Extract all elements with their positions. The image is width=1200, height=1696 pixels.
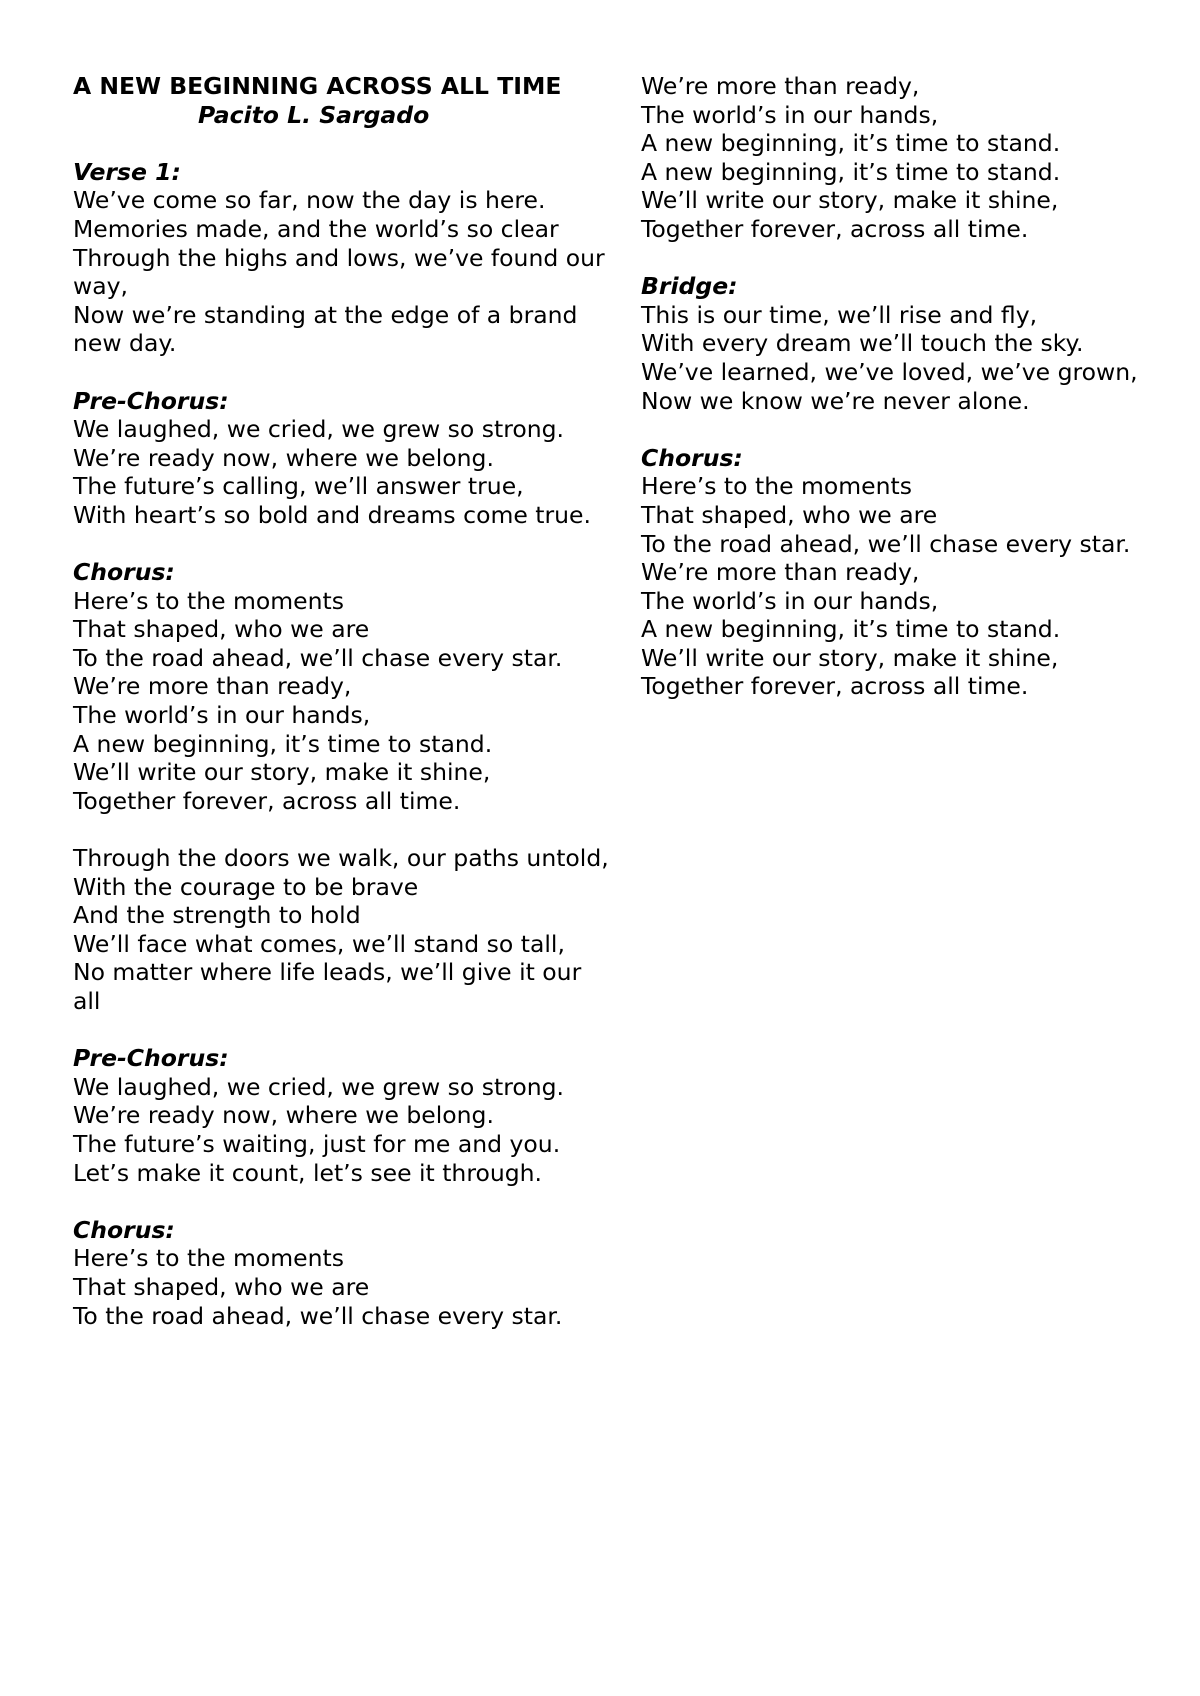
lyric-line: To the road ahead, we’ll chase every star. [73, 1301, 563, 1330]
lyric-section [641, 272, 1161, 415]
lyric-line: That shaped, who we are [641, 500, 938, 529]
lyric-section [641, 72, 1161, 244]
lyric-line: Memories made, and the world’s so clear [73, 214, 559, 243]
lyric-line: We laughed, we cried, we grew so strong. [73, 1072, 565, 1101]
right-column [641, 72, 1161, 701]
lyric-line: The world’s in our hands, [73, 701, 371, 730]
section-heading: Chorus: [73, 1215, 175, 1244]
lyric-line: We’re ready now, where we belong. [73, 443, 494, 472]
lyric-line: We’ll face what comes, we’ll stand so tall, [73, 929, 565, 958]
lyric-line: That shaped, who we are [73, 615, 370, 644]
lyric-line: Together forever, across all time. [641, 214, 1029, 243]
lyric-section [73, 158, 613, 358]
lyric-line: With every dream we’ll touch the sky. [641, 329, 1084, 358]
lyric-line: Let’s make it count, let’s see it through. [73, 1158, 543, 1187]
lyric-section [73, 387, 613, 530]
section-heading: Verse 1: [73, 157, 181, 186]
section-heading: Chorus: [641, 443, 743, 472]
lyric-line: We’ve come so far, now the day is here. [73, 186, 546, 215]
lyric-line: We’ll write our story, make it shine, [641, 186, 1059, 215]
lyric-line: No matter where life leads, we’ll give it our all [73, 958, 589, 1015]
section-gap [73, 1016, 613, 1045]
lyric-line: We’ll write our story, make it shine, [73, 758, 491, 787]
section-gap [73, 815, 613, 844]
lyric-line: Together forever, across all time. [73, 786, 461, 815]
lyric-line: Together forever, across all time. [641, 672, 1029, 701]
lyric-line: We’re ready now, where we belong. [73, 1101, 494, 1130]
lyric-line: Through the doors we walk, our paths untold, [73, 844, 609, 873]
section-gap [73, 1187, 613, 1216]
lyric-line: Here’s to the moments [641, 472, 912, 501]
section-heading: Chorus: [73, 558, 175, 587]
left-sections [73, 158, 613, 1330]
lyric-line: We’re more than ready, [641, 558, 920, 587]
lyric-line: We’re more than ready, [73, 672, 352, 701]
lyric-line: Now we’re standing at the edge of a brand new day. [73, 300, 585, 358]
lyric-line: A new beginning, it’s time to stand. [641, 157, 1061, 186]
spacer [73, 129, 613, 158]
section-heading: Pre-Chorus: [73, 386, 229, 415]
lyric-line: This is our time, we’ll rise and fly, [641, 300, 1038, 329]
left-column [73, 72, 613, 1330]
lyric-line: The world’s in our hands, [641, 586, 939, 615]
lyric-line: A new beginning, it’s time to stand. [641, 129, 1061, 158]
lyric-line: With heart’s so bold and dreams come true. [73, 500, 591, 529]
lyric-line: We’re more than ready, [641, 72, 920, 100]
lyric-line: The world’s in our hands, [641, 100, 939, 129]
lyric-line: Here’s to the moments [73, 586, 344, 615]
lyric-line: Now we know we’re never alone. [641, 386, 1030, 415]
lyric-line: To the road ahead, we’ll chase every star. [73, 643, 563, 672]
section-gap [641, 244, 1161, 273]
lyric-line: The future’s calling, we’ll answer true, [73, 472, 524, 501]
lyric-line: A new beginning, it’s time to stand. [73, 729, 493, 758]
section-gap [641, 415, 1161, 444]
lyric-line: Through the highs and lows, we’ve found our way, [73, 243, 613, 301]
section-gap [73, 358, 613, 387]
song-title: A NEW BEGINNING ACROSS ALL TIME [73, 72, 562, 100]
lyric-section [73, 1044, 613, 1187]
lyric-line: The future’s waiting, just for me and you. [73, 1129, 561, 1158]
lyric-section [73, 558, 613, 815]
section-gap [73, 530, 613, 559]
lyric-line: We laughed, we cried, we grew so strong. [73, 415, 565, 444]
lyric-line: A new beginning, it’s time to stand. [641, 615, 1061, 644]
lyric-line: And the strength to hold [73, 901, 361, 930]
lyric-line: We’ll write our story, make it shine, [641, 643, 1059, 672]
lyric-section [641, 444, 1161, 701]
lyric-line: Here’s to the moments [73, 1244, 344, 1273]
lyric-line: To the road ahead, we’ll chase every star. [641, 529, 1131, 558]
lyric-section [73, 844, 613, 1016]
lyric-line: We’ve learned, we’ve loved, we’ve grown, [641, 357, 1138, 386]
section-heading: Bridge: [641, 272, 738, 301]
lyric-section [73, 1216, 613, 1330]
lyric-line: With the courage to be brave [73, 872, 419, 901]
section-heading: Pre-Chorus: [73, 1044, 229, 1073]
song-author: Pacito L. Sargado [198, 100, 430, 129]
lyric-line: That shaped, who we are [73, 1272, 370, 1301]
right-sections [641, 72, 1161, 701]
